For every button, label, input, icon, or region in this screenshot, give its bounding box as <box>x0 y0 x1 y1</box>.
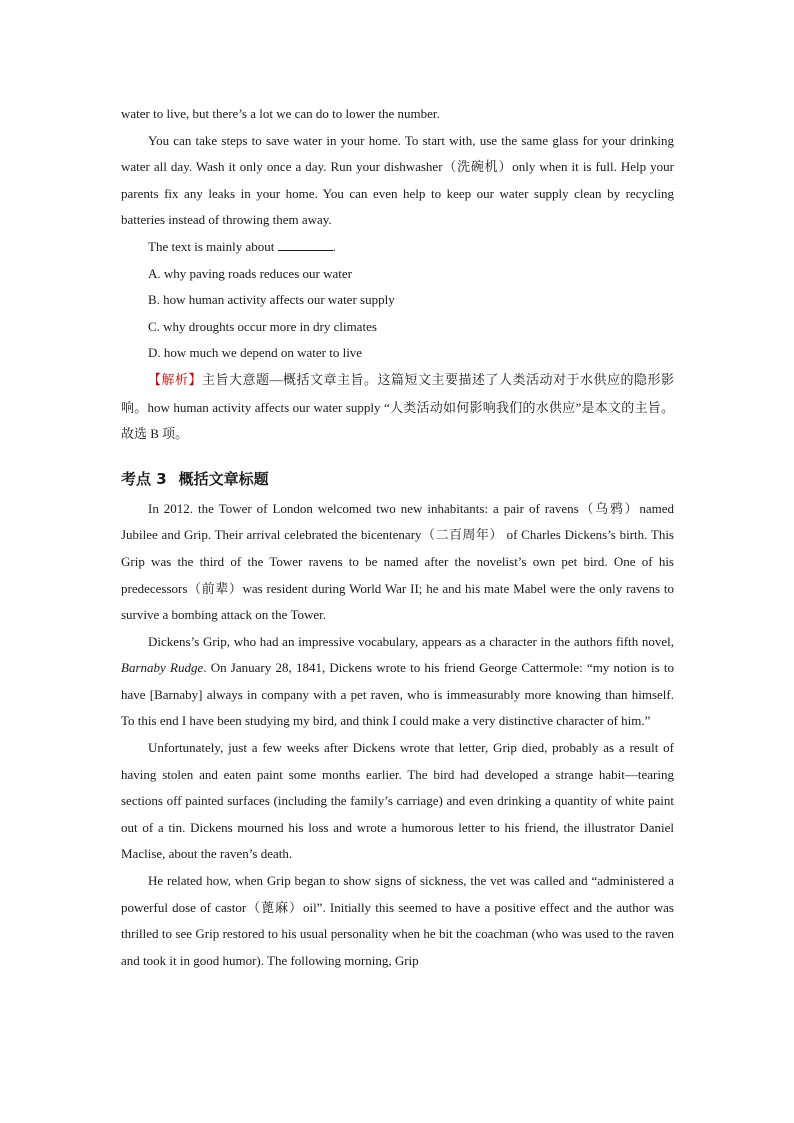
analysis-text: 主旨大意题—概括文章主旨。这篇短文主要描述了人类活动对于水供应的隐形影响。how human activity affects our water supply “人类活动如何影响我们的水供应”是本文的主旨。故选 B 项。 <box>121 371 674 442</box>
passage2-paragraph-4: He related how, when Grip began to show signs of sickness, the vet was called and “administered a powerful dose of castor（蓖麻）oil”. Initially this seemed to have a positive effect and the author was thrilled to see Grip restored to his usual personality when he bit the coachman (who was used to the raven and took it in good humor). The following morning, Grip <box>121 873 674 968</box>
answer-blank <box>278 239 333 251</box>
page-content <box>121 101 674 974</box>
question1-stem <box>121 234 674 261</box>
question1-stem-end: . <box>332 238 336 254</box>
passage2-paragraph-3: Unfortunately, just a few weeks after Dickens wrote that letter, Grip died, probably as a result of having stolen and eaten paint some months earlier. The bird had developed a strange habit—tearing sections off painted surfaces (including the family’s carriage) and even drinking a quantity of white paint out of a tin. Dickens mourned his loss and wrote a humorous letter to his friend, the illustrator Daniel Maclise, about the raven’s death. <box>121 740 674 862</box>
passage2-paragraph-1: In 2012. the Tower of London welcomed two new inhabitants: a pair of ravens（乌鸦）named Jubilee and Grip. Their arrival celebrated the bicentenary（二百周年） of Charles Dickens’s birth. This Grip was the third of the Tower ravens to be named after the novelist’s own pet bird. One of his predecessors（前辈）was resident during World War II; he and his mate Mabel were the only ravens to survive a bombing attack on the Tower. <box>121 500 674 623</box>
section-title: 概括文章标题 <box>178 469 269 488</box>
passage2-paragraph-2 <box>121 629 674 735</box>
passage1-paragraph-0: water to live, but there’s a lot we can do to lower the number. <box>121 106 440 121</box>
analysis-tag: 【解析】 <box>148 372 202 388</box>
question1-option-a: A. why paving roads reduces our water <box>148 265 352 281</box>
passage1-paragraph-1: You can take steps to save water in your home. To start with, use the same glass for your drinking water all day. Wash it only once a day. Run your dishwasher（洗碗机）only when it is full. Help your parents fix any leaks in your home. You can even help to keep our water supply clean by recycling batteries instead of throwing them away. <box>121 132 674 228</box>
question1-stem-text: The text is mainly about <box>148 238 278 254</box>
section-label: 考点 3 <box>121 469 167 488</box>
passage2-paragraph-2-rest: . On January 28, 1841, Dickens wrote to his friend George Cattermole: “my notion is to have [Barnaby] always in company with a pet raven, who is immeasurably more knowing than himself. To this end I have been studying my bird, and think I could make a very distinctive character of him.” <box>121 660 674 729</box>
question1-option-c: C. why droughts occur more in dry climates <box>148 318 377 334</box>
question1-option-b: B. how human activity affects our water supply <box>148 292 395 308</box>
passage2-paragraph-2-start: Dickens’s Grip, who had an impressive vocabulary, appears as a character in the authors fifth novel, <box>148 633 674 649</box>
question1-option-d: D. how much we depend on water to live <box>148 345 363 361</box>
analysis1-paragraph <box>121 367 674 448</box>
section-heading <box>121 466 674 492</box>
book-title: Barnaby Rudge <box>121 660 204 676</box>
